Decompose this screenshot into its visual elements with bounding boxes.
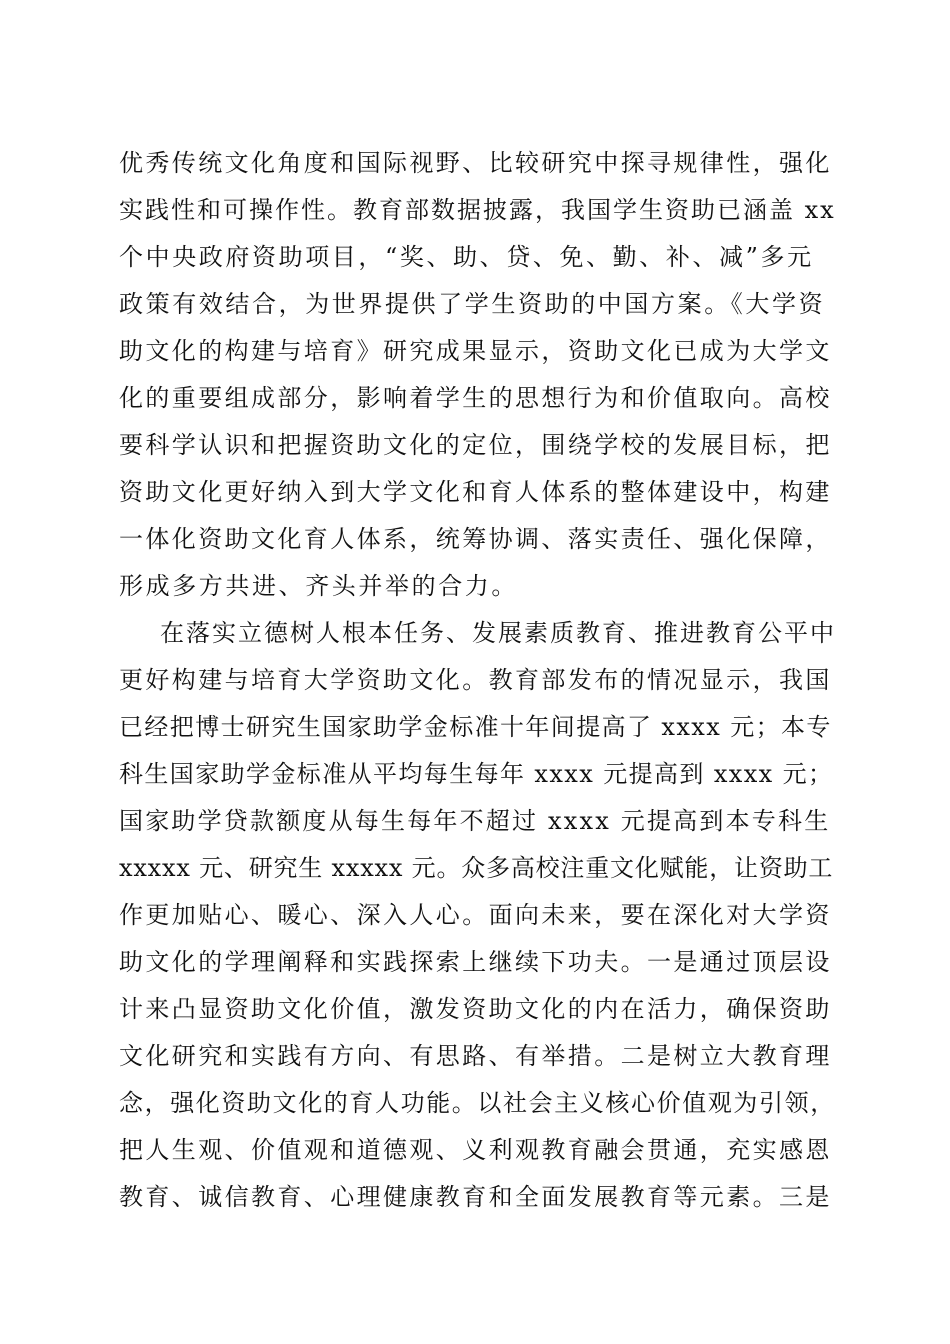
paragraph-2-line-7: 作更加贴心、暖心、深入人心。面向未来，要在深化对大学资	[119, 901, 832, 929]
paragraph-1-line-5: 助文化的构建与培育》研究成果显示，资助文化已成为大学文	[119, 337, 832, 365]
paragraph-2-line-13: 教育、诚信教育、心理健康教育和全面发展教育等元素。三是	[119, 1183, 832, 1211]
paragraph-1-line-7: 要科学认识和把握资助文化的定位，围绕学校的发展目标，把	[119, 431, 832, 459]
paragraph-2-line-1: 在落实立德树人根本任务、发展素质教育、推进教育公平中	[160, 619, 836, 647]
paragraph-1-line-4: 政策有效结合，为世界提供了学生资助的中国方案。《大学资	[119, 290, 826, 318]
paragraph-2-line-4: 科生国家助学金标准从平均每生每年 xxxx 元提高到 xxxx 元；	[119, 760, 834, 788]
paragraph-2-line-12: 把人生观、价值观和道德观、义利观教育融会贯通，充实感恩	[119, 1136, 832, 1164]
paragraph-1-line-3: 个中央政府资助项目，“奖、助、贷、免、勤、补、减”多元	[119, 243, 814, 271]
paragraph-1-line-10: 形成多方共进、齐头并举的合力。	[119, 572, 518, 600]
paragraph-1-line-6: 化的重要组成部分，影响着学生的思想行为和价值取向。高校	[119, 384, 832, 412]
paragraph-2-line-10: 文化研究和实践有方向、有思路、有举措。二是树立大教育理	[119, 1042, 832, 1070]
paragraph-1-line-1: 优秀传统文化角度和国际视野、比较研究中探寻规律性，强化	[119, 149, 832, 177]
paragraph-2-line-5: 国家助学贷款额度从每生每年不超过 xxxx 元提高到本专科生	[119, 807, 831, 835]
paragraph-2-line-11: 念，强化资助文化的育人功能。以社会主义核心价值观为引领，	[119, 1089, 836, 1117]
paragraph-2-line-6: xxxxx 元、研究生 xxxxx 元。众多高校注重文化赋能，让资助工	[119, 854, 834, 882]
paragraph-1-line-8: 资助文化更好纳入到大学文化和育人体系的整体建设中，构建	[119, 478, 832, 506]
paragraph-2-line-2: 更好构建与培育大学资助文化。教育部发布的情况显示，我国	[119, 666, 832, 694]
paragraph-2-line-8: 助文化的学理阐释和实践探索上继续下功夫。一是通过顶层设	[119, 948, 832, 976]
paragraph-2-line-9: 计来凸显资助文化价值，激发资助文化的内在活力，确保资助	[119, 995, 832, 1023]
paragraph-1-line-9: 一体化资助文化育人体系，统筹协调、落实责任、强化保障，	[119, 525, 832, 553]
paragraph-2-line-3: 已经把博士研究生国家助学金标准十年间提高了 xxxx 元；本专	[119, 713, 832, 741]
paragraph-1-line-2: 实践性和可操作性。教育部数据披露，我国学生资助已涵盖 xx	[119, 196, 836, 224]
